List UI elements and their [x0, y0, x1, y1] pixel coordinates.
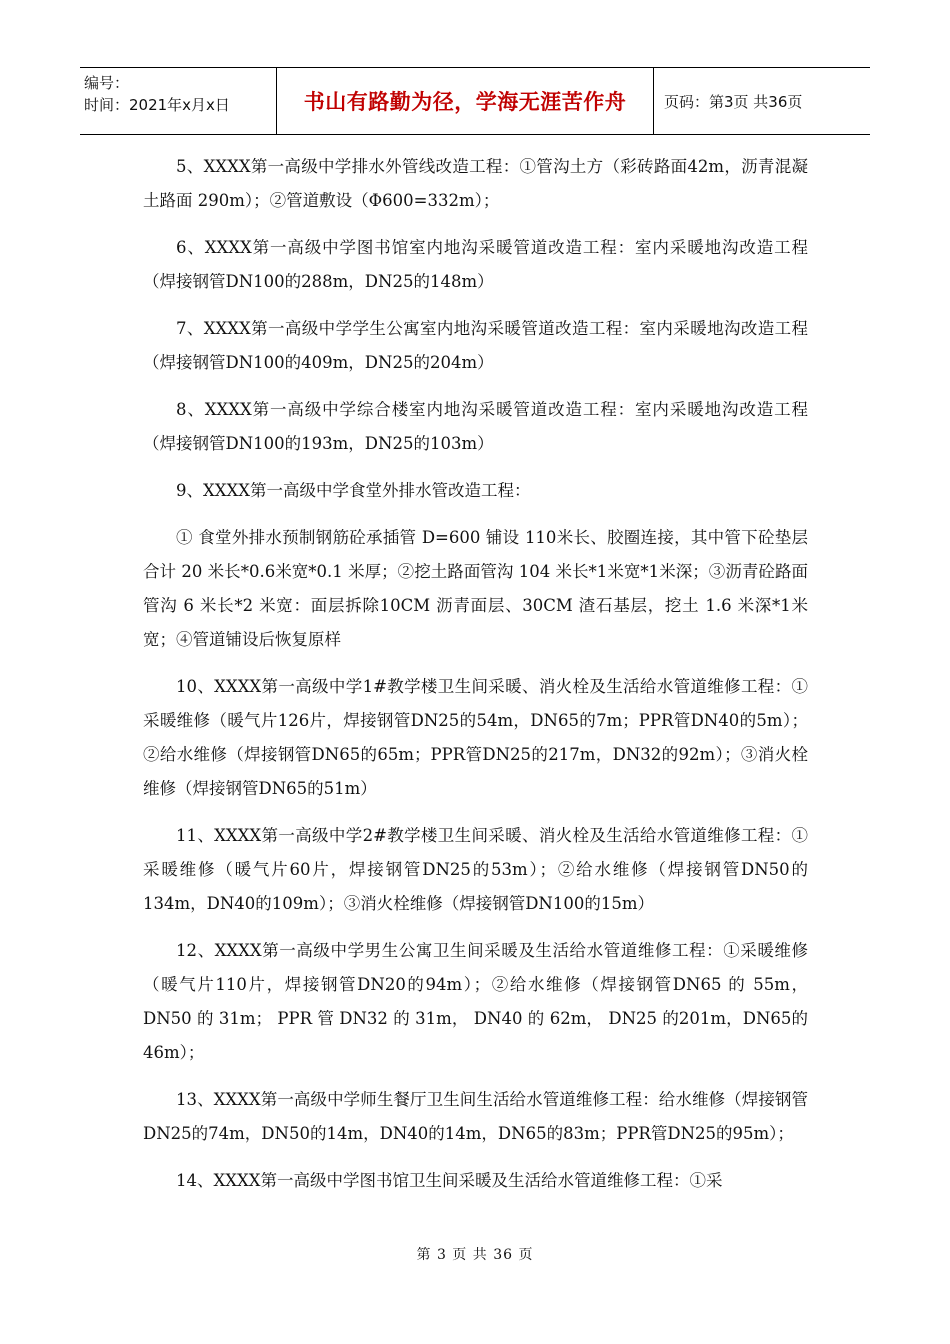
- paragraph-item-7: 7、XXXX第一高级中学学生公寓室内地沟采暖管道改造工程：室内采暖地沟改造工程（焊接钢管DN100的409m，DN25的204m）: [143, 319, 808, 372]
- header-meta-cell: [80, 68, 277, 134]
- page-header: [80, 67, 870, 135]
- paragraph-item-8: 8、XXXX第一高级中学综合楼室内地沟采暖管道改造工程：室内采暖地沟改造工程（焊接钢管DN100的193m，DN25的103m）: [143, 400, 808, 453]
- paragraph-item-9: 9、XXXX第一高级中学食堂外排水管改造工程：: [176, 481, 531, 500]
- header-page-info: 页码：第3页 共36页: [664, 92, 803, 111]
- date-label: 时间：2021年x月x日: [84, 96, 230, 114]
- paragraph-item-10: 10、XXXX第一高级中学1#教学楼卫生间采暖、消火栓及生活给水管道维修工程：①采暖维修（暖气片126片，焊接钢管DN25的54m，DN65的7m；PPR管DN40的5m）；②给水维修（焊接钢管DN65的65m；PPR管DN25的217m，DN32的92m）；③消火栓维修（焊接钢管DN65的51m）: [143, 677, 808, 798]
- paragraph-item-5: 5、XXXX第一高级中学排水外管线改造工程：①管沟土方（彩砖路面42m，沥青混凝土路面 290m）；②管道敷设（Φ600=332m）；: [143, 157, 808, 210]
- serial-number-label: 编号：: [84, 74, 130, 92]
- paragraph-item-12: 12、XXXX第一高级中学男生公寓卫生间采暖及生活给水管道维修工程：①采暖维修（暖气片110片，焊接钢管DN20的94m）；②给水维修（焊接钢管DN65 的 55m， DN50 的 31m； PPR 管 DN32 的 31m， DN40 的 62m， DN25 的201m，DN65的46m）；: [143, 941, 808, 1062]
- paragraph-item-6: 6、XXXX第一高级中学图书馆室内地沟采暖管道改造工程：室内采暖地沟改造工程（焊接钢管DN100的288m，DN25的148m）: [143, 238, 808, 291]
- page-footer: 第 3 页 共 36 页: [416, 1247, 534, 1263]
- paragraph-item-13: 13、XXXX第一高级中学师生餐厅卫生间生活给水管道维修工程：给水维修（焊接钢管DN25的74m，DN50的14m，DN40的14m，DN65的83m；PPR管DN25的95m）；: [143, 1090, 808, 1143]
- header-motto: 书山有路勤为径，学海无涯苦作舟: [277, 68, 654, 134]
- paragraph-item-11: 11、XXXX第一高级中学2#教学楼卫生间采暖、消火栓及生活给水管道维修工程：①采暖维修（暖气片60片，焊接钢管DN25的53m）；②给水维修（焊接钢管DN50的134m，DN40的109m）；③消火栓维修（焊接钢管DN100的15m）: [143, 826, 808, 913]
- paragraph-item-9-detail: ① 食堂外排水预制钢筋砼承插管 D=600 铺设 110米长、胶圈连接，其中管下砼垫层合计 20 米长*0.6米宽*0.1 米厚；②挖土路面管沟 104 米长*1米宽*1米深；③沥青砼路面管沟 6 米长*2 米宽：面层拆除10CM 沥青面层、30CM 渣石基层，挖土 1.6 米深*1米宽；④管道铺设后恢复原样: [143, 528, 808, 649]
- document-body: [143, 150, 808, 1211]
- paragraph-item-14: 14、XXXX第一高级中学图书馆卫生间采暖及生活给水管道维修工程：①采: [176, 1171, 723, 1190]
